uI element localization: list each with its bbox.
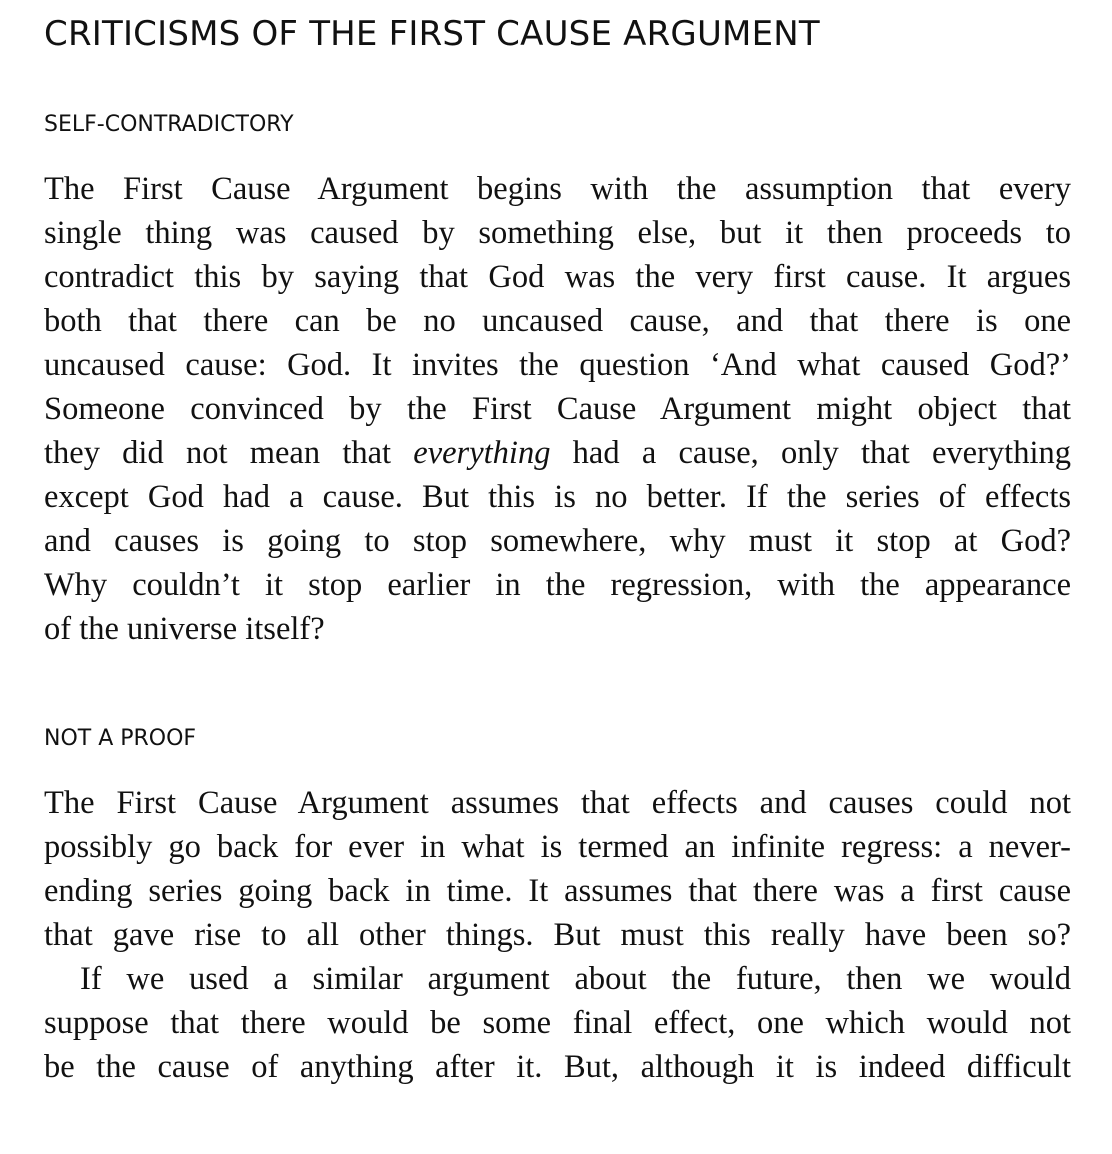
text-line: If we used a similar argument about the future, then we would: [80, 961, 1071, 997]
text-line: both that there can be no uncaused cause, and that there is one: [44, 303, 1071, 339]
text-line: except God had a cause. But this is no better. If the series of effects: [44, 479, 1071, 515]
text-line: Someone convinced by the First Cause Argument might object that: [44, 391, 1071, 427]
text-line: and causes is going to stop somewhere, why must it stop at God?: [44, 523, 1071, 559]
text-line: Why couldn’t it stop earlier in the regression, with the appearance: [44, 567, 1071, 603]
text-line: of the universe itself?: [44, 611, 325, 647]
section-heading-not-a-proof: NOT A PROOF: [44, 726, 197, 751]
chapter-title: CRITICISMS OF THE FIRST CAUSE ARGUMENT: [44, 14, 820, 54]
emphasis-everything: everything: [413, 435, 551, 471]
text-line: contradict this by saying that God was the very first cause. It argues: [44, 259, 1071, 295]
paragraph-not-a-proof-1: [44, 781, 1071, 957]
text-run: they did not mean that: [44, 435, 414, 471]
text-line: uncaused cause: God. It invites the question ‘And what caused God?’: [44, 347, 1071, 383]
text-line: single thing was caused by something else, but it then proceeds to: [44, 215, 1071, 251]
text-line: be the cause of anything after it. But, although it is indeed difficult: [44, 1049, 1071, 1085]
text-line: The First Cause Argument begins with the assumption that every: [44, 171, 1071, 207]
text-line: suppose that there would be some final effect, one which would not: [44, 1005, 1071, 1041]
text-run: had a cause, only that everything: [550, 435, 1071, 471]
text-line: that gave rise to all other things. But must this really have been so?: [44, 917, 1071, 953]
text-line: The First Cause Argument assumes that effects and causes could not: [44, 785, 1071, 821]
paragraph-not-a-proof-2: [44, 957, 1071, 1089]
text-line: ending series going back in time. It assumes that there was a first cause: [44, 873, 1071, 909]
section-heading-self-contradictory: SELF-CONTRADICTORY: [44, 112, 294, 137]
text-line: possibly go back for ever in what is termed an infinite regress: a never-: [44, 829, 1071, 865]
text-line-with-emphasis: [44, 431, 1071, 475]
paragraph-self-contradictory: [44, 167, 1071, 651]
